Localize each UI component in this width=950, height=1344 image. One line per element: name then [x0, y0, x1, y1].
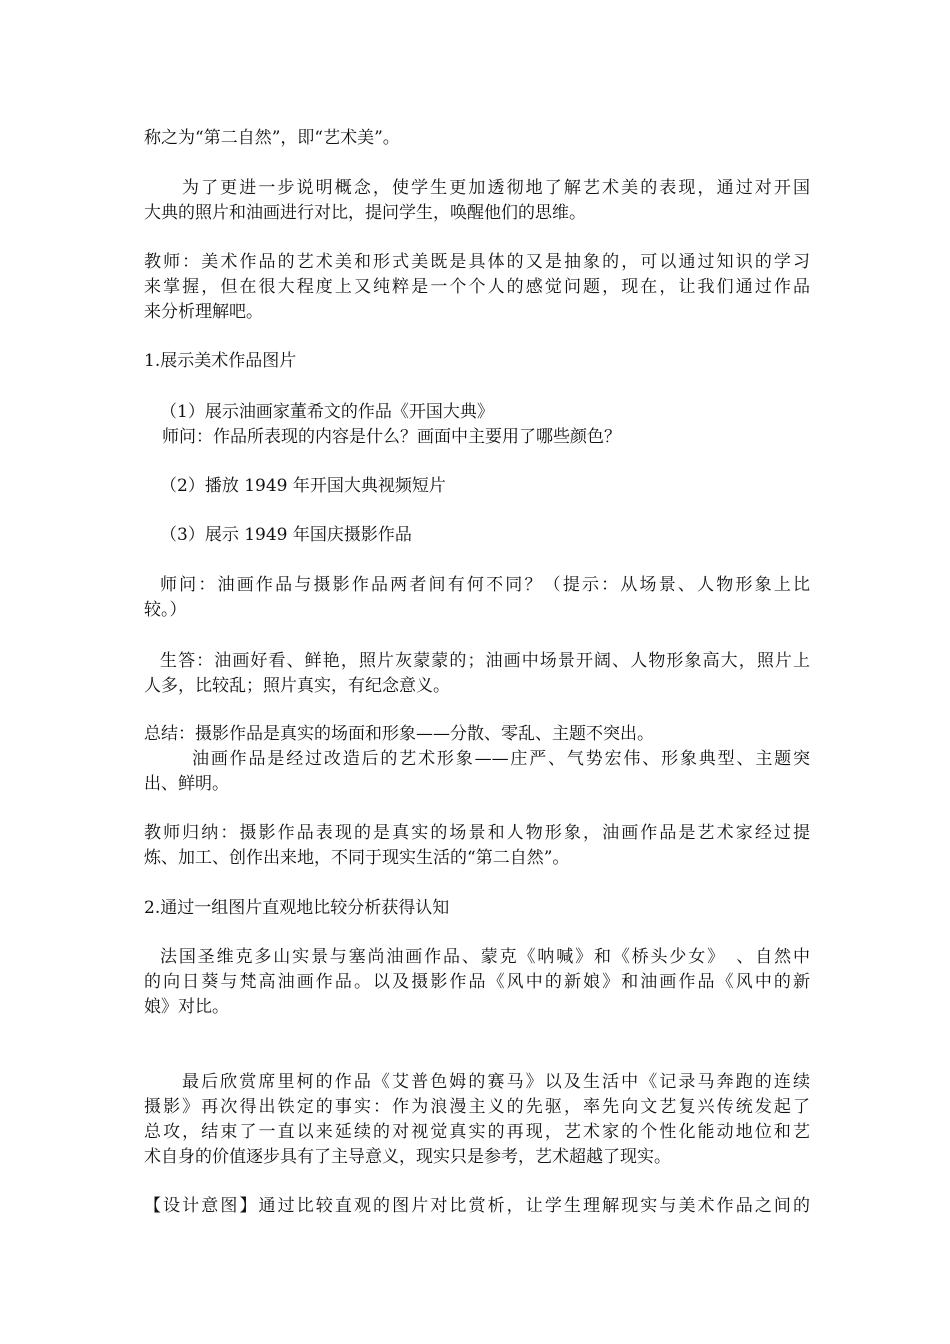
text-line: 来分析理解吧。 — [144, 302, 263, 322]
text-line: （3）展示 1949 年国庆摄影作品 — [160, 525, 412, 545]
text-line: 人多，比较乱；照片真实，有纪念意义。 — [144, 676, 450, 696]
text-line: 师问：油画作品与摄影作品两者间有何不同？（提示：从场景、人物形象上比 — [160, 575, 810, 595]
text-line: 油画作品是经过改造后的艺术形象——庄严、气势宏伟、形象典型、主题突 — [192, 749, 810, 769]
text-line: 为了更进一步说明概念，使学生更加透彻地了解艺术美的表现，通过对开国 — [182, 178, 810, 198]
text-line: 最后欣赏席里柯的作品《艾普色姆的赛马》以及生活中《记录马奔跑的连续 — [182, 1072, 810, 1092]
text-line: 师问：作品所表现的内容是什么？画面中主要用了哪些颜色？ — [162, 427, 621, 447]
text-line: 教师归纳：摄影作品表现的是真实的场景和人物形象，油画作品是艺术家经过提 — [144, 823, 810, 843]
text-line: 娘》对比。 — [144, 997, 229, 1017]
text-line: 法国圣维克多山实景与塞尚油画作品、蒙克《呐喊》和《桥头少女》 、自然中 — [160, 947, 810, 967]
text-line: 教师：美术作品的艺术美和形式美既是具体的又是抽象的，可以通过知识的学习 — [144, 252, 810, 272]
text-line: 术自身的价值逐步具有了主导意义，现实只是参考，艺术超越了现实。 — [144, 1147, 671, 1167]
text-line: 总结：摄影作品是真实的场面和形象——分散、零乱、主题不突出。 — [144, 724, 654, 744]
text-line: （2）播放 1949 年开国大典视频短片 — [160, 476, 446, 496]
text-line: 炼、加工、创作出来地，不同于现实生活的“第二自然”。 — [144, 848, 570, 868]
text-line: 的向日葵与梵高油画作品。以及摄影作品《风中的新娘》和油画作品《风中的新 — [144, 972, 810, 992]
text-line: 摄影》再次得出铁定的事实：作为浪漫主义的先驱，率先向文艺复兴传统发起了 — [144, 1097, 810, 1117]
text-line: 总攻，结束了一直以来延续的对视觉真实的再现，艺术家的个性化能动地位和艺 — [144, 1122, 810, 1142]
text-line: 来掌握，但在很大程度上又纯粹是一个个人的感觉问题，现在，让我们通过作品 — [144, 277, 810, 297]
text-line: 较。） — [144, 600, 187, 620]
text-line: 大典的照片和油画进行对比，提问学生，唤醒他们的思维。 — [144, 203, 586, 223]
text-line: 出、鲜明。 — [144, 774, 229, 794]
text-line: 生答：油画好看、鲜艳，照片灰蒙蒙的；油画中场景开阔、人物形象高大，照片上 — [160, 651, 810, 671]
section-heading: 1.展示美术作品图片 — [144, 351, 297, 371]
section-heading: 2.通过一组图片直观地比较分析获得认知 — [144, 898, 450, 918]
text-line: 称之为“第二自然”，即“艺术美”。 — [144, 128, 400, 148]
text-line: （1）展示油画家董希文的作品《开国大典》 — [160, 402, 494, 422]
text-line: 【设计意图】通过比较直观的图片对比赏析，让学生理解现实与美术作品之间的 — [144, 1196, 810, 1216]
